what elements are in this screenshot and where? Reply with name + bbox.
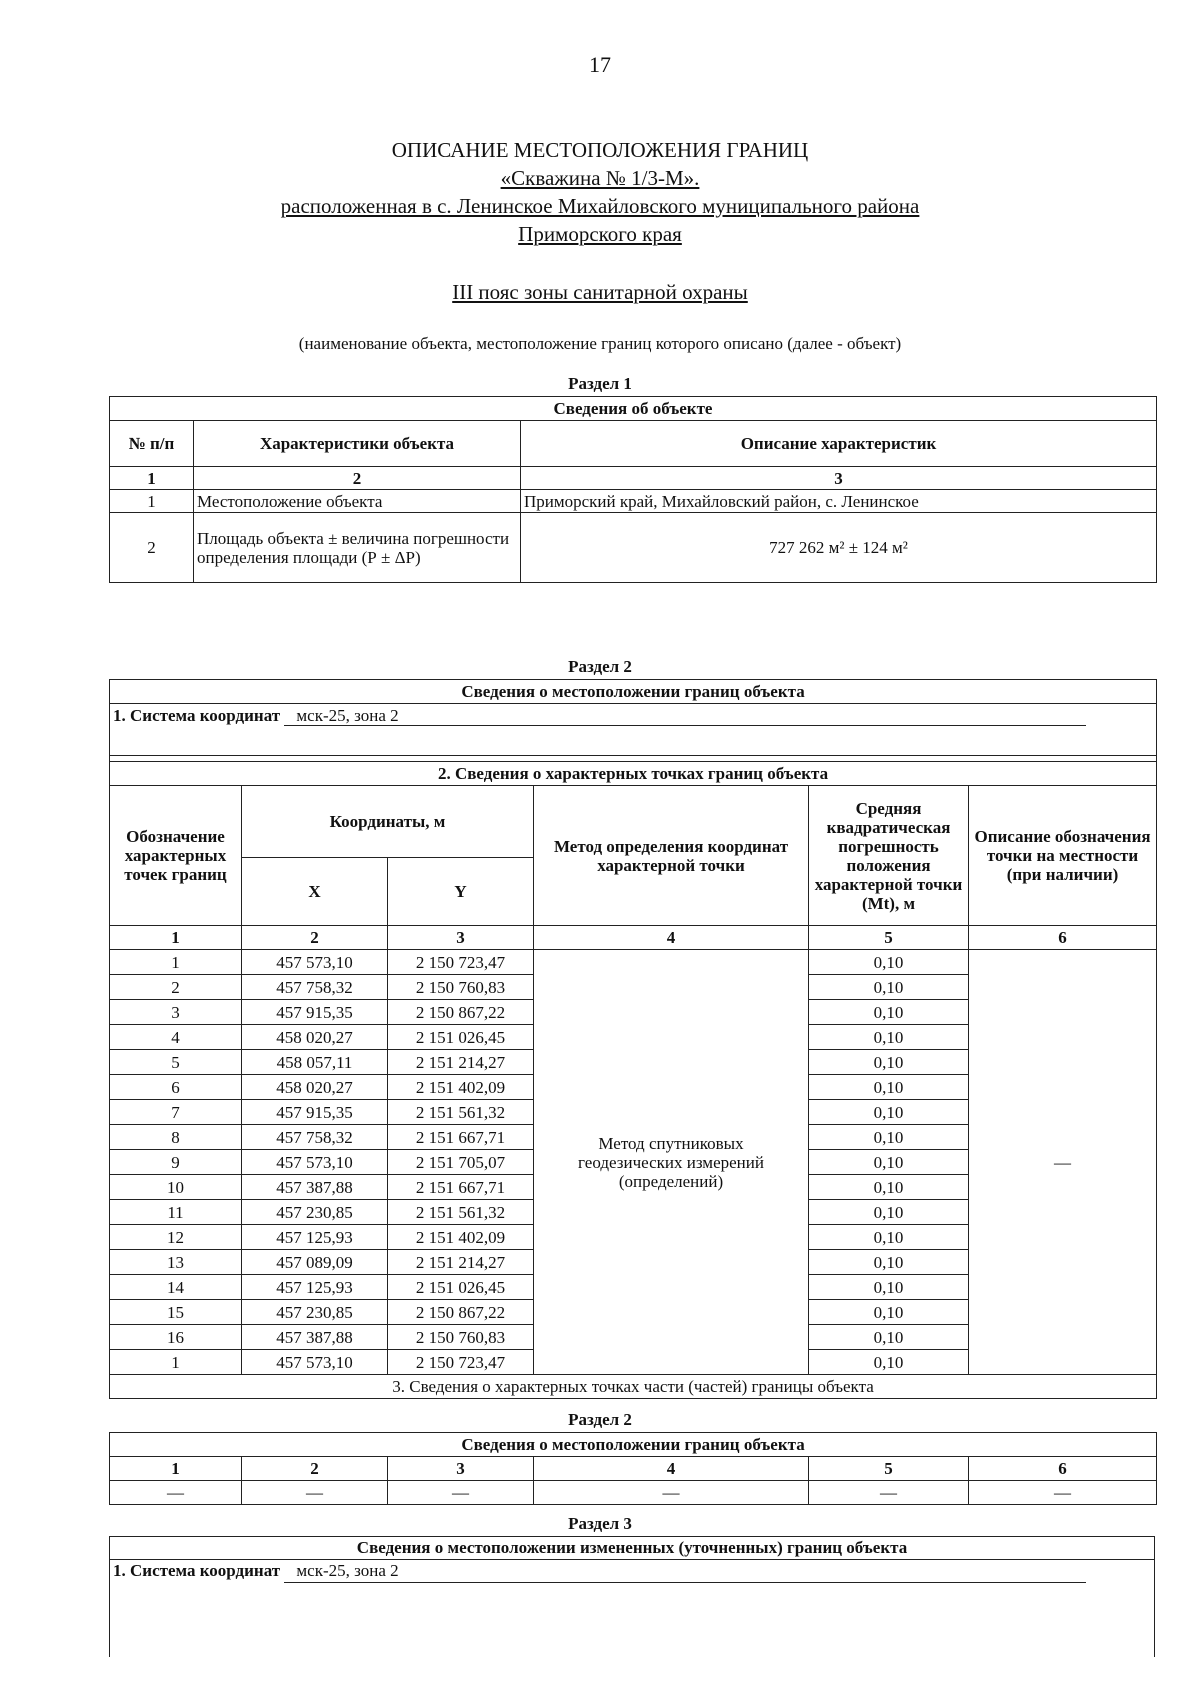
point-y: 2 151 026,45 <box>388 1025 534 1050</box>
colnum-2: 2 <box>242 1457 388 1481</box>
point-y: 2 151 561,32 <box>388 1200 534 1225</box>
point-x: 457 230,85 <box>242 1200 388 1225</box>
row1-value: Приморский край, Михайловский район, с. Ленинское <box>521 490 1157 513</box>
header-point-description: Описание обозначения точки на местности (при наличии) <box>969 786 1157 926</box>
empty-cell: — <box>809 1481 969 1505</box>
header-coords: Координаты, м <box>242 786 534 858</box>
point-x: 457 573,10 <box>242 1350 388 1375</box>
point-x: 457 915,35 <box>242 1100 388 1125</box>
point-id: 3 <box>110 1000 242 1025</box>
point-mt: 0,10 <box>809 1150 969 1175</box>
object-name-note: (наименование объекта, местоположение границ которого описано (далее - объект) <box>298 334 902 353</box>
row2-name: Площадь объекта ± величина погрешности определения площади (Р ± ΔР) <box>194 513 521 583</box>
colnum-3: 3 <box>521 467 1157 490</box>
colnum-2: 2 <box>242 926 388 950</box>
point-x: 457 387,88 <box>242 1325 388 1350</box>
point-y: 2 150 723,47 <box>388 950 534 975</box>
point-y: 2 151 402,09 <box>388 1225 534 1250</box>
header-error: Средняя квадратическая погрешность положения характерной точки (Mt), м <box>809 786 969 926</box>
points-caption: 2. Сведения о характерных точках границ объекта <box>110 762 1157 786</box>
point-mt: 0,10 <box>809 1250 969 1275</box>
point-id: 7 <box>110 1100 242 1125</box>
point-id: 6 <box>110 1075 242 1100</box>
point-y: 2 151 214,27 <box>388 1250 534 1275</box>
point-x: 457 915,35 <box>242 1000 388 1025</box>
point-y: 2 150 867,22 <box>388 1000 534 1025</box>
header-designation: Обозначение характерных точек границ <box>110 786 242 926</box>
point-mt: 0,10 <box>809 1050 969 1075</box>
point-mt: 0,10 <box>809 1300 969 1325</box>
header-method: Метод определения координат характерной точки <box>534 786 809 926</box>
point-y: 2 150 867,22 <box>388 1300 534 1325</box>
section3-caption: Сведения о местоположении измененных (уточненных) границ объекта <box>110 1537 1154 1560</box>
point-y: 2 151 667,71 <box>388 1125 534 1150</box>
table-row <box>110 950 1157 975</box>
point-mt: 0,10 <box>809 1325 969 1350</box>
section2-heading: Раздел 2 <box>568 657 632 676</box>
empty-cell: — <box>534 1481 809 1505</box>
header-x: X <box>242 858 388 926</box>
section2b-caption: Сведения о местоположении границ объекта <box>110 1433 1157 1457</box>
point-id: 11 <box>110 1200 242 1225</box>
point-y: 2 150 723,47 <box>388 1350 534 1375</box>
section1-table <box>109 396 1157 583</box>
point-y: 2 151 667,71 <box>388 1175 534 1200</box>
section2-table <box>109 679 1157 1399</box>
colnum-1: 1 <box>110 1457 242 1481</box>
point-id: 13 <box>110 1250 242 1275</box>
doc-title-line4: Приморского края <box>518 222 682 246</box>
point-mt: 0,10 <box>809 1200 969 1225</box>
point-x: 457 758,32 <box>242 975 388 1000</box>
colnum-1: 1 <box>110 926 242 950</box>
point-mt: 0,10 <box>809 1075 969 1100</box>
point-y: 2 151 561,32 <box>388 1100 534 1125</box>
point-mt: 0,10 <box>809 1350 969 1375</box>
section3-coord-value: мск-25, зона 2 <box>284 1560 1086 1583</box>
section1-heading: Раздел 1 <box>568 374 632 393</box>
header-characteristics: Характеристики объекта <box>194 421 521 467</box>
point-y: 2 151 026,45 <box>388 1275 534 1300</box>
point-y: 2 151 402,09 <box>388 1075 534 1100</box>
point-y: 2 151 705,07 <box>388 1150 534 1175</box>
point-x: 457 573,10 <box>242 1150 388 1175</box>
colnum-6: 6 <box>969 1457 1157 1481</box>
point-mt: 0,10 <box>809 1100 969 1125</box>
page-number: 17 <box>589 52 611 77</box>
point-mt: 0,10 <box>809 1025 969 1050</box>
point-y: 2 151 214,27 <box>388 1050 534 1075</box>
section1-caption: Сведения об объекте <box>110 397 1157 421</box>
empty-cell: — <box>388 1481 534 1505</box>
point-x: 457 387,88 <box>242 1175 388 1200</box>
point-x: 458 020,27 <box>242 1025 388 1050</box>
point-id: 9 <box>110 1150 242 1175</box>
doc-title-line3: расположенная в с. Ленинское Михайловского муниципального района <box>280 194 920 218</box>
point-mt: 0,10 <box>809 1000 969 1025</box>
point-id: 5 <box>110 1050 242 1075</box>
part-points-caption: 3. Сведения о характерных точках части (частей) границы объекта <box>110 1375 1157 1399</box>
point-id: 15 <box>110 1300 242 1325</box>
point-mt: 0,10 <box>809 1225 969 1250</box>
point-x: 457 125,93 <box>242 1225 388 1250</box>
point-x: 457 758,32 <box>242 1125 388 1150</box>
colnum-2: 2 <box>194 467 521 490</box>
point-x: 457 125,93 <box>242 1275 388 1300</box>
coord-system-label: 1. Система координат <box>113 706 281 725</box>
section2-caption: Сведения о местоположении границ объекта <box>110 680 1157 704</box>
row2-number: 2 <box>110 513 194 583</box>
point-id: 14 <box>110 1275 242 1300</box>
colnum-5: 5 <box>809 926 969 950</box>
point-id: 4 <box>110 1025 242 1050</box>
section2b-heading: Раздел 2 <box>568 1410 632 1429</box>
point-id: 1 <box>110 950 242 975</box>
point-id: 16 <box>110 1325 242 1350</box>
zone-title: III пояс зоны санитарной охраны <box>452 280 748 304</box>
section3-heading: Раздел 3 <box>568 1514 632 1533</box>
point-id: 1 <box>110 1350 242 1375</box>
point-x: 457 230,85 <box>242 1300 388 1325</box>
doc-title-line2: «Скважина № 1/3-М». <box>500 166 700 190</box>
coord-system-value: мск-25, зона 2 <box>284 706 1086 726</box>
row1-name: Местоположение объекта <box>194 490 521 513</box>
section2b-table <box>109 1432 1157 1505</box>
point-x: 458 057,11 <box>242 1050 388 1075</box>
colnum-6: 6 <box>969 926 1157 950</box>
colnum-1: 1 <box>110 467 194 490</box>
point-y: 2 150 760,83 <box>388 975 534 1000</box>
point-mt: 0,10 <box>809 1125 969 1150</box>
point-y: 2 150 760,83 <box>388 1325 534 1350</box>
empty-cell: — <box>969 1481 1157 1505</box>
colnum-3: 3 <box>388 1457 534 1481</box>
point-x: 458 020,27 <box>242 1075 388 1100</box>
point-description-value: — <box>969 950 1157 1375</box>
empty-cell: — <box>110 1481 242 1505</box>
point-mt: 0,10 <box>809 1275 969 1300</box>
row2-value: 727 262 м² ± 124 м² <box>521 513 1157 583</box>
doc-title-line1: ОПИСАНИЕ МЕСТОПОЛОЖЕНИЯ ГРАНИЦ <box>391 138 809 162</box>
empty-cell: — <box>242 1481 388 1505</box>
header-y: Y <box>388 858 534 926</box>
point-x: 457 089,09 <box>242 1250 388 1275</box>
header-number: № п/п <box>110 421 194 467</box>
colnum-4: 4 <box>534 1457 809 1481</box>
colnum-4: 4 <box>534 926 809 950</box>
point-mt: 0,10 <box>809 1175 969 1200</box>
method-value: Метод спутниковых геодезических измерений (определений) <box>534 950 809 1375</box>
point-id: 10 <box>110 1175 242 1200</box>
point-mt: 0,10 <box>809 975 969 1000</box>
point-mt: 0,10 <box>809 950 969 975</box>
section3-frame <box>109 1536 1155 1657</box>
header-description: Описание характеристик <box>521 421 1157 467</box>
colnum-5: 5 <box>809 1457 969 1481</box>
colnum-3: 3 <box>388 926 534 950</box>
point-id: 8 <box>110 1125 242 1150</box>
row1-number: 1 <box>110 490 194 513</box>
point-x: 457 573,10 <box>242 950 388 975</box>
section3-coord-label: 1. Система координат <box>113 1561 281 1580</box>
point-id: 2 <box>110 975 242 1000</box>
point-id: 12 <box>110 1225 242 1250</box>
